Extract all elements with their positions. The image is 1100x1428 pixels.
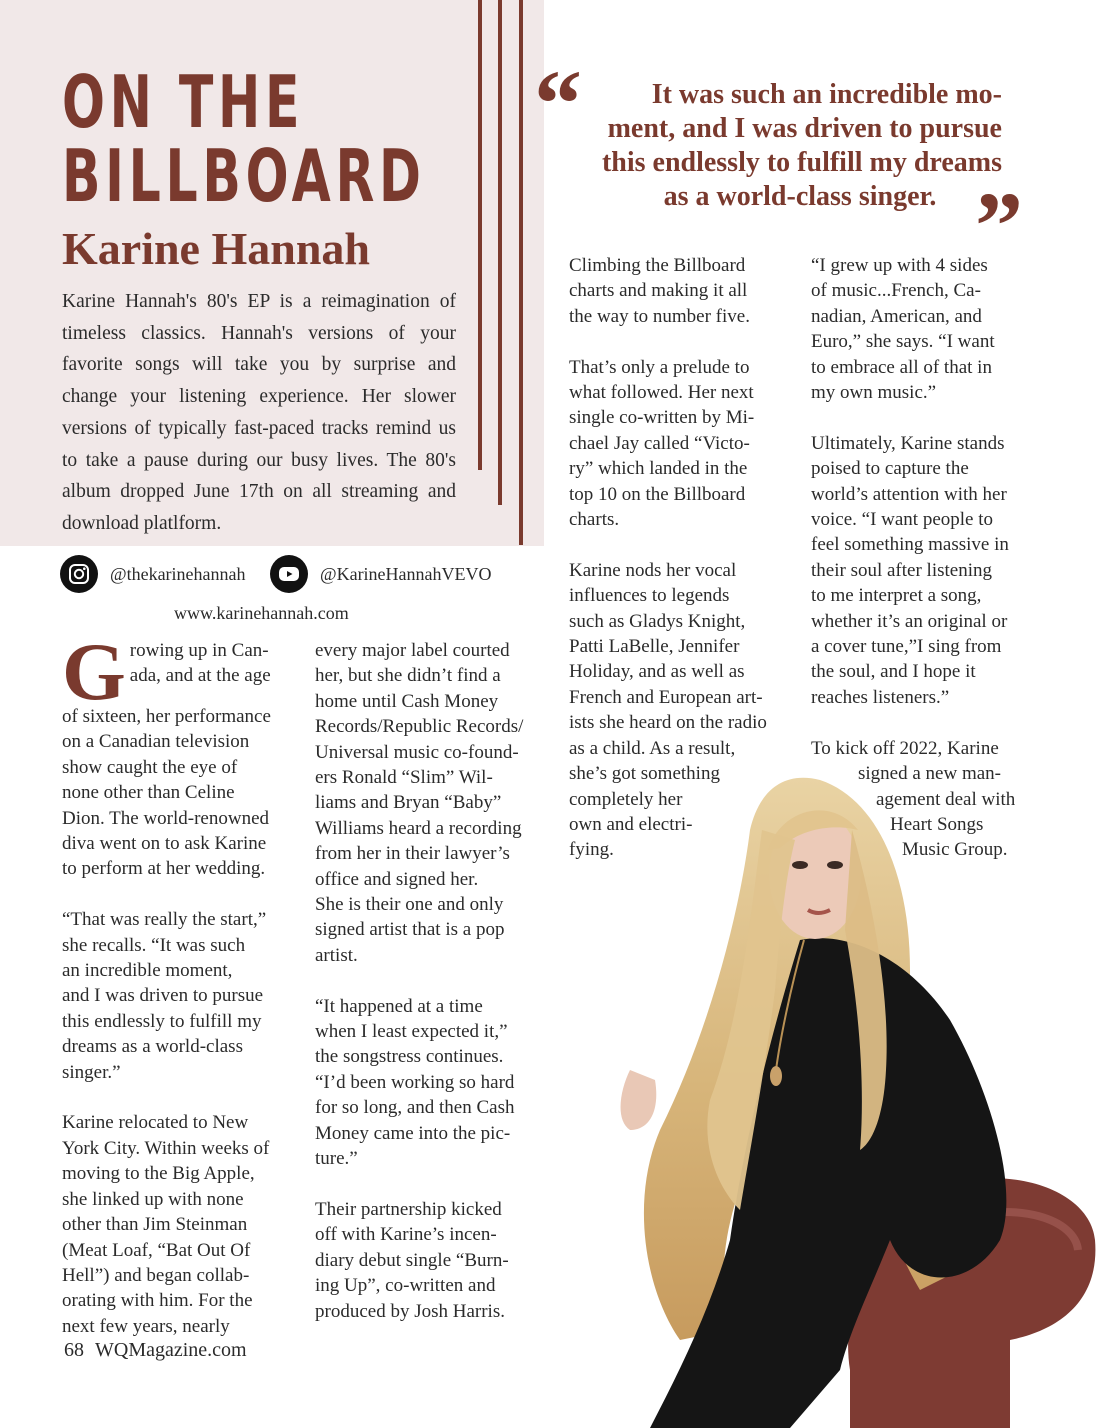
text-line: she recalls. “It was such (62, 934, 246, 956)
text-line: the way to number five. (569, 305, 750, 327)
text-line: York City. Within weeks of (62, 1137, 270, 1159)
text-line: she linked up with none (62, 1188, 244, 1210)
text-line: to me interpret a song, (811, 585, 982, 607)
footer-site[interactable]: WQMagazine.com (95, 1339, 247, 1361)
text-line: own and electri- (569, 813, 693, 835)
text-line: ers Ronald “Slim” Wil- (315, 767, 493, 789)
pull-quote-line: It was such an incredible mo- (651, 79, 1002, 110)
text-line: Holiday, and as well as (569, 661, 745, 683)
text-line: signed artist that is a pop (315, 919, 505, 941)
text-line: “It happened at a time (315, 995, 483, 1017)
youtube-handle[interactable]: @KarineHannahVEVO (320, 563, 492, 584)
text-line: Universal music co-found- (315, 741, 519, 763)
text-line: Heart Songs (890, 813, 984, 835)
text-line: ada, and at the age (129, 665, 271, 687)
text-line: home until Cash Money (315, 690, 499, 712)
text-line: other than Jim Steinman (62, 1214, 248, 1236)
youtube-icon (270, 555, 308, 593)
text-line: to perform at her wedding. (62, 858, 266, 880)
text-line: top 10 on the Billboard (569, 483, 746, 505)
article-column-4 (811, 253, 1051, 888)
text-line: what followed. Her next (569, 382, 754, 404)
open-quote-mark: “ (534, 50, 582, 157)
text-line: as a child. As a result, (569, 737, 736, 759)
text-line: charts. (569, 509, 620, 531)
text-line: charts and making it all (569, 280, 748, 302)
text-line: from her in their lawyer’s (315, 843, 510, 865)
article-column-2 (315, 638, 555, 1349)
text-line: diary debut single “Burn- (315, 1249, 509, 1271)
text-line: nadian, American, and (811, 305, 982, 327)
text-line: this endlessly to fulfill my (62, 1010, 262, 1032)
close-quote-mark: ” (975, 172, 1023, 279)
text-line: a cover tune,”I sing from (811, 636, 1002, 658)
text-line: Ultimately, Karine stands (811, 432, 1005, 454)
text-line: office and signed her. (315, 868, 479, 890)
text-line: ture.” (315, 1148, 358, 1170)
text-line: of music...French, Ca- (811, 280, 981, 302)
text-line: French and European art- (569, 686, 763, 708)
text-line: rowing up in Can- (129, 640, 269, 661)
article-column-3 (569, 253, 799, 888)
page-number: 68 (64, 1339, 84, 1361)
instagram-handle[interactable]: @thekarinehannah (110, 563, 246, 584)
text-line: She is their one and only (315, 894, 504, 916)
text-line: whether it’s an original or (811, 610, 1008, 632)
text-line: to embrace all of that in (811, 356, 992, 378)
text-line: of sixteen, her performance (62, 706, 271, 727)
text-line: To kick off 2022, Karine (811, 737, 999, 759)
headline (62, 60, 528, 218)
page-footer (64, 1339, 247, 1362)
text-line: and I was driven to pursue (62, 985, 264, 1007)
article-subtitle: Karine Hannah (62, 223, 371, 274)
text-line: ing Up”, co-written and (315, 1275, 496, 1297)
text-line: she’s got something (569, 763, 720, 785)
text-line: orating with him. For the (62, 1290, 253, 1312)
text-line: the songstress continues. (315, 1046, 504, 1068)
text-line: Money came into the pic- (315, 1122, 511, 1144)
text-line: Dion. The world-renowned (62, 807, 270, 829)
social-instagram[interactable] (60, 555, 246, 593)
text-line: dreams as a world-class (62, 1036, 243, 1058)
pull-quote-line: ment, and I was driven to pursue (607, 113, 1002, 144)
text-line: Euro,” she says. “I want (811, 331, 995, 353)
text-line: That’s only a prelude to (569, 356, 750, 378)
text-line: liams and Bryan “Baby” (315, 792, 502, 814)
text-line: an incredible moment, (62, 960, 233, 982)
text-line: next few years, nearly (62, 1315, 230, 1337)
text-line: voice. “I want people to (811, 509, 994, 531)
text-line: Karine relocated to New (62, 1112, 249, 1134)
text-line: my own music.” (811, 382, 937, 404)
pull-quote-line: as a world-class singer. (663, 181, 937, 212)
headline-line-1: ON THE (62, 60, 305, 144)
pull-quote (598, 78, 1002, 214)
social-youtube[interactable] (270, 555, 492, 593)
text-line: off with Karine’s incen- (315, 1224, 497, 1246)
text-line: Karine nods her vocal (569, 559, 737, 581)
text-line: ists she heard on the radio (569, 712, 767, 734)
text-line: for so long, and then Cash (315, 1097, 515, 1119)
text-line: world’s attention with her (811, 483, 1007, 505)
text-line: singer.” (62, 1061, 121, 1083)
article-column-1 (62, 626, 302, 1365)
text-line: feel something massive in (811, 534, 1009, 556)
text-line: Music Group. (902, 839, 1008, 861)
text-line: artist. (315, 944, 358, 966)
text-line: poised to capture the (811, 458, 969, 480)
text-line: moving to the Big Apple, (62, 1163, 255, 1185)
text-line: reaches listeners.” (811, 686, 950, 708)
text-line: (Meat Loaf, “Bat Out Of (62, 1239, 251, 1261)
pull-quote-line: this endlessly to fulfill my dreams (601, 147, 1002, 178)
text-line: the soul, and I hope it (811, 661, 976, 683)
text-line: such as Gladys Knight, (569, 610, 746, 632)
text-line: Their partnership kicked (315, 1198, 502, 1220)
text-line: single co-written by Mi- (569, 407, 755, 429)
text-line: Williams heard a recording (315, 817, 522, 839)
instagram-icon (60, 555, 98, 593)
text-line: Climbing the Billboard (569, 255, 746, 276)
drop-cap: G (62, 626, 126, 717)
text-line: “That was really the start,” (62, 909, 267, 931)
text-line: chael Jay called “Victo- (569, 432, 750, 454)
text-line: her, but she didn’t find a (315, 665, 501, 687)
text-line: fying. (569, 839, 614, 861)
text-line: diva went on to ask Karine (62, 833, 267, 855)
website-link[interactable]: www.karinehannah.com (174, 603, 349, 623)
text-line: influences to legends (569, 585, 730, 607)
text-line: ry” which landed in the (569, 458, 748, 480)
text-line: none other than Celine (62, 782, 235, 804)
text-line: when I least expected it,” (315, 1021, 508, 1043)
text-line: Hell”) and began collab- (62, 1264, 250, 1286)
text-line: “I’d been working so hard (315, 1071, 515, 1093)
text-line: every major label courted (315, 640, 510, 661)
text-line: completely her (569, 788, 683, 810)
text-line: “I grew up with 4 sides (811, 255, 988, 276)
text-line: agement deal with (876, 788, 1016, 810)
text-line: show caught the eye of (62, 756, 238, 778)
text-line: signed a new man- (858, 763, 1001, 785)
intro-paragraph: Karine Hannah's 80's EP is a reimagination of timeless classics. Hannah's versions of your favorite songs will take you by surprise and change your listening experience. Her slower versions of typically fast-paced tracks remind us to take a pause during our busy lives. The 80's album dropped June 17th on all streaming and download platlform. (62, 291, 456, 534)
text-line: Records/Republic Records/ (315, 716, 524, 738)
text-line: on a Canadian television (62, 731, 250, 753)
text-line: their soul after listening (811, 559, 992, 581)
text-line: produced by Josh Harris. (315, 1300, 505, 1322)
headline-line-2: BILLBOARD (62, 134, 426, 218)
text-line: Patti LaBelle, Jennifer (569, 636, 740, 658)
